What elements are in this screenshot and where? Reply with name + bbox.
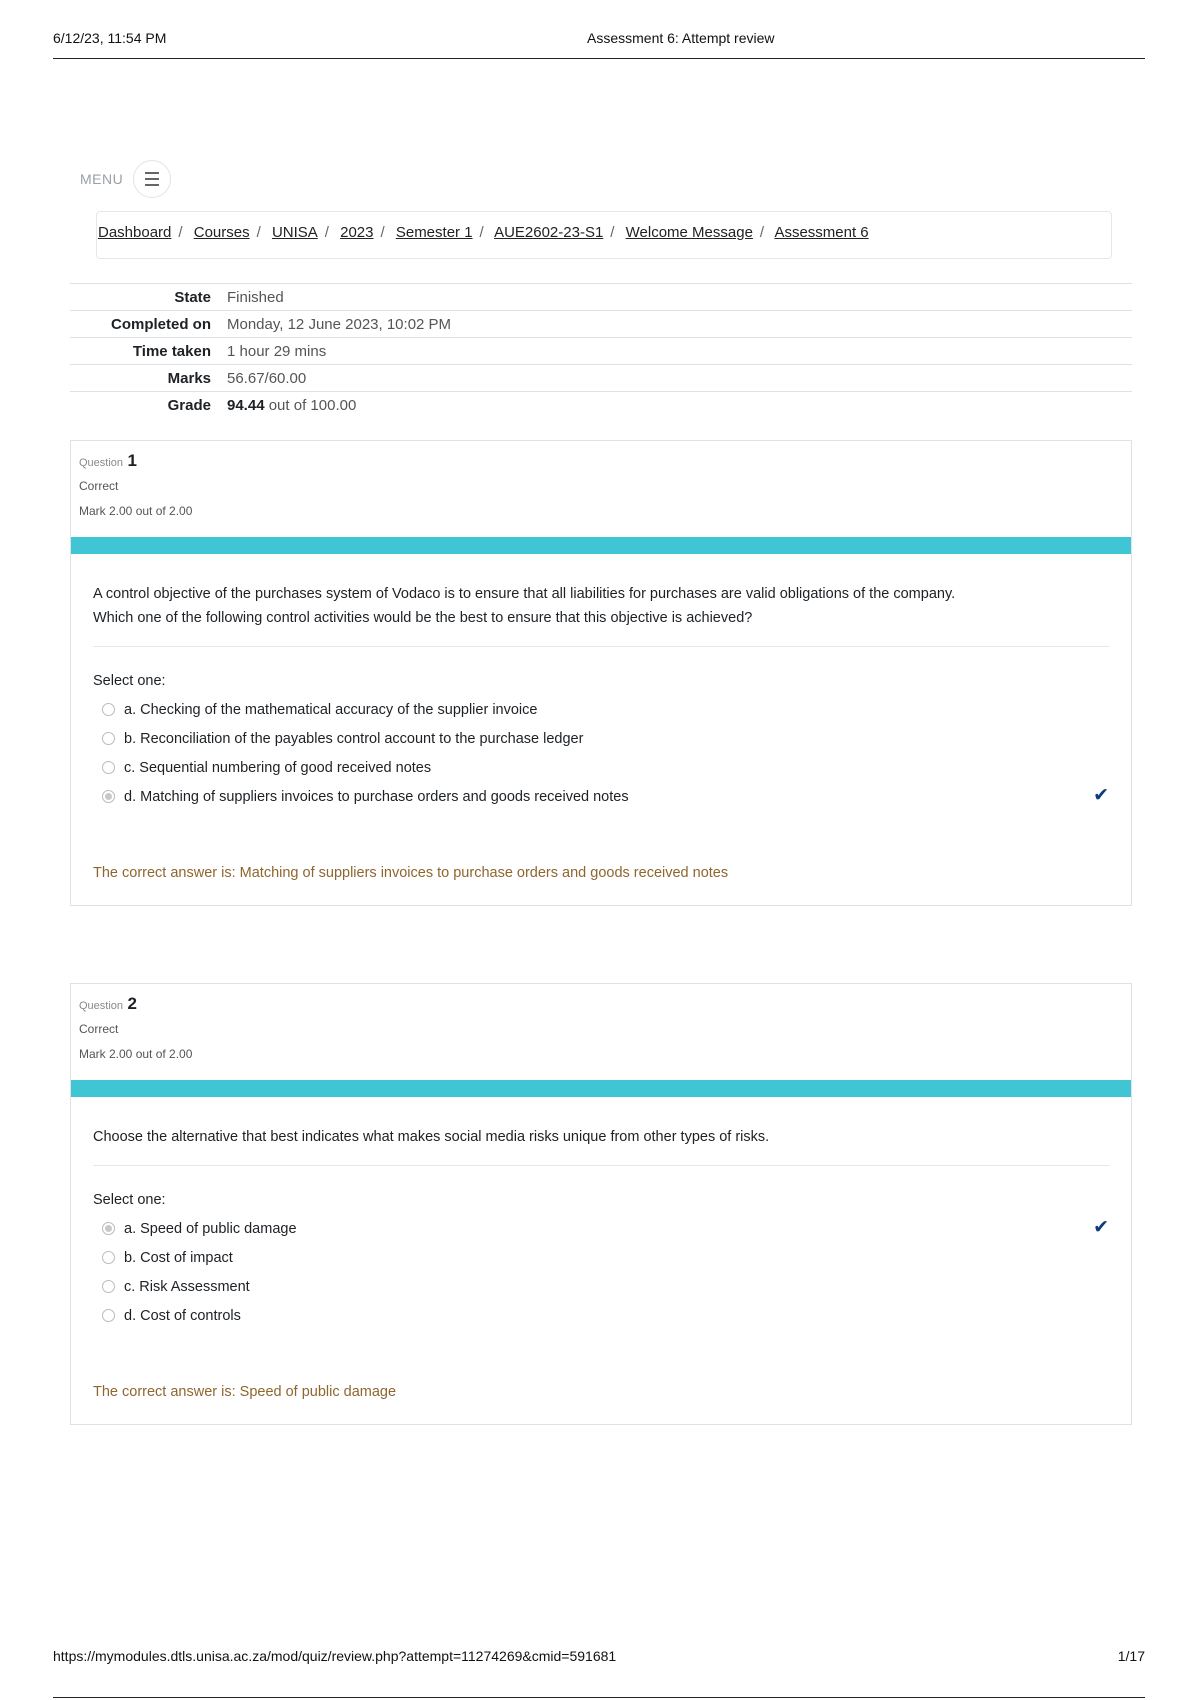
breadcrumb-separator: / — [610, 224, 615, 241]
question-text-line: Which one of the following control activities would be the best to ensure that this objective is achieved? — [93, 610, 753, 626]
question-content — [71, 554, 1131, 905]
page-number: 1/17 — [1117, 1648, 1145, 1664]
state-value: Finished — [227, 288, 284, 306]
option-label: a. Speed of public damage — [124, 1220, 297, 1237]
breadcrumb-course[interactable]: AUE2602-23-S1 — [494, 224, 604, 241]
question-label: Question — [79, 1000, 124, 1012]
question-content — [71, 1097, 1131, 1424]
answer-option[interactable] — [93, 753, 1109, 782]
menu-bar — [80, 160, 171, 198]
answer-option[interactable] — [93, 1243, 1109, 1272]
print-date: 6/12/23, 11:54 PM — [53, 30, 167, 46]
option-label: a. Checking of the mathematical accuracy of the supplier invoice — [124, 701, 538, 718]
answer-option-selected[interactable] — [93, 1214, 1109, 1243]
breadcrumb-courses[interactable]: Courses — [193, 224, 250, 241]
breadcrumb-2023[interactable]: 2023 — [340, 224, 374, 241]
select-one-prompt: Select one: — [93, 673, 166, 689]
breadcrumb-separator: / — [324, 224, 329, 241]
question-status-band — [71, 1080, 1131, 1097]
answer-option[interactable] — [93, 695, 1109, 724]
breadcrumb — [96, 211, 1112, 259]
radio-button-checked[interactable] — [102, 1222, 115, 1235]
answer-option[interactable] — [93, 1301, 1109, 1330]
option-label: c. Sequential numbering of good received notes — [124, 759, 432, 776]
print-footer — [53, 1648, 1145, 1698]
answer-option[interactable] — [93, 724, 1109, 753]
time-taken-value: 1 hour 29 mins — [227, 342, 327, 360]
question-2 — [70, 983, 1132, 1425]
question-text-line: Choose the alternative that best indicates what makes social media risks unique from other types of risks. — [93, 1129, 770, 1145]
summary-row — [70, 365, 1132, 392]
question-text — [93, 1125, 1109, 1166]
answer-option[interactable] — [93, 1272, 1109, 1301]
question-state: Correct — [79, 479, 119, 493]
question-label: Question — [79, 457, 124, 469]
select-one-prompt: Select one: — [93, 1192, 166, 1208]
question-info — [71, 441, 1131, 537]
time-taken-label: Time taken — [132, 342, 211, 360]
right-answer: The correct answer is: Speed of public damage — [93, 1384, 397, 1400]
question-text-line: A control objective of the purchases system of Vodaco is to ensure that all liabilities for purchases are valid obligations of the company. — [93, 586, 956, 602]
summary-row — [70, 311, 1132, 338]
marks-value: 56.67/60.00 — [227, 369, 307, 387]
grade-cell — [227, 392, 1132, 419]
answer-options — [93, 695, 1109, 811]
option-label: d. Cost of controls — [124, 1307, 241, 1324]
breadcrumb-unisa[interactable]: UNISA — [271, 224, 318, 241]
radio-button[interactable] — [102, 1251, 115, 1264]
radio-button[interactable] — [102, 1309, 115, 1322]
radio-button[interactable] — [102, 761, 115, 774]
question-state: Correct — [79, 1022, 119, 1036]
print-header — [53, 30, 1145, 59]
menu-label[interactable]: MENU — [80, 171, 124, 187]
question-number: 1 — [127, 451, 137, 470]
breadcrumb-semester[interactable]: Semester 1 — [395, 224, 473, 241]
breadcrumb-dashboard[interactable]: Dashboard — [98, 224, 172, 241]
question-1 — [70, 440, 1132, 906]
summary-row — [70, 338, 1132, 365]
option-label: b. Reconciliation of the payables control account to the purchase ledger — [124, 730, 584, 747]
menu-button[interactable] — [133, 160, 171, 198]
question-status-band — [71, 537, 1131, 554]
correct-check-icon: ✔ — [1093, 1217, 1109, 1238]
correct-check-icon: ✔ — [1093, 785, 1109, 806]
option-label: c. Risk Assessment — [124, 1278, 250, 1295]
answer-option-selected[interactable] — [93, 782, 1109, 811]
breadcrumb-separator: / — [256, 224, 261, 241]
option-label: b. Cost of impact — [124, 1249, 233, 1266]
breadcrumb-separator: / — [178, 224, 183, 241]
question-grade: Mark 2.00 out of 2.00 — [79, 504, 193, 518]
completed-label: Completed on — [111, 315, 211, 333]
print-title: Assessment 6: Attempt review — [587, 30, 775, 46]
radio-button[interactable] — [102, 703, 115, 716]
radio-button[interactable] — [102, 732, 115, 745]
summary-row — [70, 392, 1132, 419]
completed-value: Monday, 12 June 2023, 10:02 PM — [227, 315, 452, 333]
grade-suffix: out of 100.00 — [268, 396, 357, 414]
grade-value: 94.44 — [227, 396, 265, 414]
breadcrumb-separator: / — [759, 224, 765, 241]
grade-label: Grade — [167, 396, 211, 414]
question-grade: Mark 2.00 out of 2.00 — [79, 1047, 193, 1061]
summary-row — [70, 284, 1132, 311]
attempt-summary — [70, 283, 1132, 419]
state-label: State — [174, 288, 211, 306]
breadcrumb-separator: / — [479, 224, 484, 241]
radio-button[interactable] — [102, 1280, 115, 1293]
question-text — [93, 582, 1109, 647]
option-label: d. Matching of suppliers invoices to purchase orders and goods received notes — [124, 788, 629, 805]
breadcrumb-welcome[interactable]: Welcome Message — [625, 224, 753, 241]
question-info — [71, 984, 1131, 1080]
breadcrumb-assessment[interactable]: Assessment 6 — [774, 224, 869, 241]
marks-label: Marks — [167, 369, 211, 387]
radio-button-checked[interactable] — [102, 790, 115, 803]
question-number: 2 — [127, 994, 137, 1013]
page-url: https://mymodules.dtls.unisa.ac.za/mod/quiz/review.php?attempt=11274269&cmid=591681 — [53, 1648, 617, 1664]
breadcrumb-separator: / — [380, 224, 385, 241]
hamburger-icon — [145, 170, 159, 188]
answer-options — [93, 1214, 1109, 1330]
right-answer: The correct answer is: Matching of suppliers invoices to purchase orders and goods received notes — [93, 865, 729, 881]
